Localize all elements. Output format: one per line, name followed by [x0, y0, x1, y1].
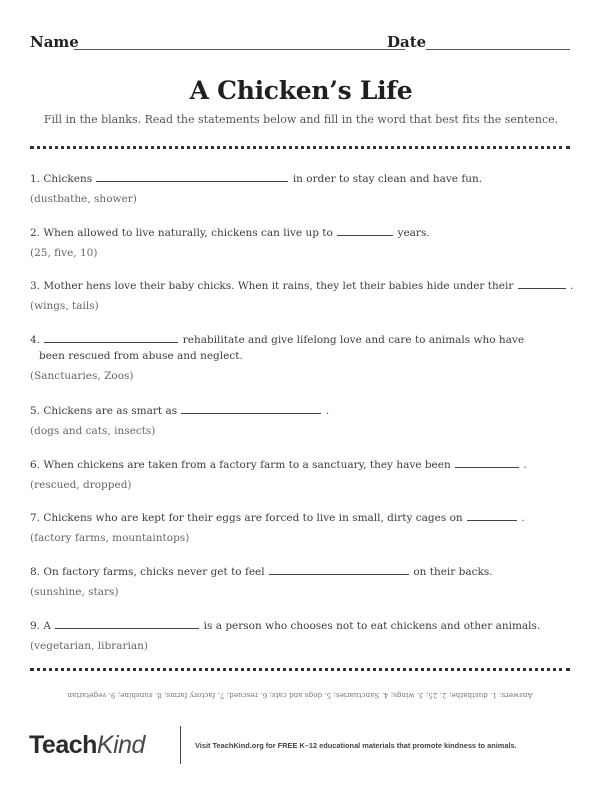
answer-options: (wings, tails) [30, 300, 99, 312]
question-number: 6. [30, 459, 41, 471]
question-number: 1. [30, 173, 41, 185]
answer-options: (dogs and cats, insects) [30, 425, 156, 437]
date-line [426, 49, 570, 50]
question-text-after: . [325, 405, 330, 417]
answer-key-upside-down: Answers: 1. dustbathe; 2. 25; 3. wings; 4. Sanctuaries; 5. dogs and cats; 6. rescued; 7. factory farms; 8. sunshine; 9. vegetarian [67, 691, 533, 700]
question-text-after: . [570, 280, 574, 292]
logo-teach: Teach [29, 731, 97, 759]
question-number: 3. [30, 280, 41, 292]
question-text-before: Chickens who are kept for their eggs are forced to live in small, dirty cages on [43, 512, 463, 524]
dotted-divider-bottom [30, 668, 570, 671]
logo-kind: Kind [96, 731, 145, 759]
answer-options: (dustbathe, shower) [30, 193, 137, 205]
question-7 [30, 510, 575, 546]
name-line [74, 49, 405, 50]
name-label: Name [30, 33, 79, 51]
answer-blank[interactable] [55, 618, 199, 629]
question-number: 2. [30, 227, 41, 239]
question-text-after: is a person who chooses not to eat chickens and other animals. [203, 620, 541, 632]
question-9 [30, 618, 575, 654]
question-text-after: . [523, 459, 527, 471]
answer-options: (factory farms, mountaintops) [30, 532, 190, 544]
answer-blank[interactable] [455, 457, 519, 468]
question-6 [30, 457, 575, 493]
question-1 [30, 171, 575, 207]
question-text-after: on their backs. [413, 566, 493, 578]
question-text-before: When allowed to live naturally, chickens can live up to [43, 227, 333, 239]
question-number: 9. [30, 620, 41, 632]
question-text-before: On factory farms, chicks never get to feel [43, 566, 265, 578]
answer-options: (Sanctuaries, Zoos) [30, 370, 134, 382]
question-3 [30, 278, 575, 314]
question-number: 4. [30, 334, 41, 346]
instructions: Fill in the blanks. Read the statements below and fill in the word that best fits the sentence. [43, 113, 559, 126]
answer-options: (sunshine, stars) [30, 586, 119, 598]
answer-blank[interactable] [44, 332, 178, 343]
footer-divider [180, 726, 181, 764]
question-number: 8. [30, 566, 41, 578]
question-text-after: in order to stay clean and have fun. [292, 173, 483, 185]
question-text-after: rehabilitate and give lifelong love and care to animals who have [182, 334, 525, 346]
footer-text: Visit TeachKind.org for FREE K–12 educational materials that promote kindness to animals. [195, 741, 517, 750]
answer-blank[interactable] [269, 564, 409, 575]
question-2 [30, 225, 575, 261]
question-text-after: . [521, 512, 525, 524]
dotted-divider-top [30, 146, 570, 149]
question-text-before: A [43, 620, 51, 632]
question-text-before: Mother hens love their baby chicks. When it rains, they let their babies hide under their [43, 280, 514, 292]
answer-blank[interactable] [518, 278, 566, 289]
question-text-before: Chickens [43, 173, 93, 185]
question-text-before: Chickens are as smart as [43, 405, 178, 417]
teachkind-logo [29, 731, 145, 760]
answer-blank[interactable] [96, 171, 288, 182]
answer-options: (vegetarian, librarian) [30, 640, 148, 652]
question-continuation: been rescued from abuse and neglect. [39, 350, 243, 362]
question-text-after: years. [397, 227, 430, 239]
answer-options: (rescued, dropped) [30, 479, 132, 491]
question-number: 5. [30, 405, 41, 417]
answer-blank[interactable] [181, 403, 321, 414]
answer-blank[interactable] [467, 510, 517, 521]
page-title: A Chicken’s Life [189, 76, 413, 105]
question-text-before: When chickens are taken from a factory farm to a sanctuary, they have been [43, 459, 451, 471]
question-8 [30, 564, 575, 600]
question-number: 7. [30, 512, 41, 524]
question-4 [30, 332, 575, 384]
name-date-row [30, 33, 570, 55]
answer-blank[interactable] [337, 225, 393, 236]
question-5 [30, 403, 575, 439]
answer-options: (25, five, 10) [30, 247, 98, 259]
date-label: Date [387, 33, 427, 51]
